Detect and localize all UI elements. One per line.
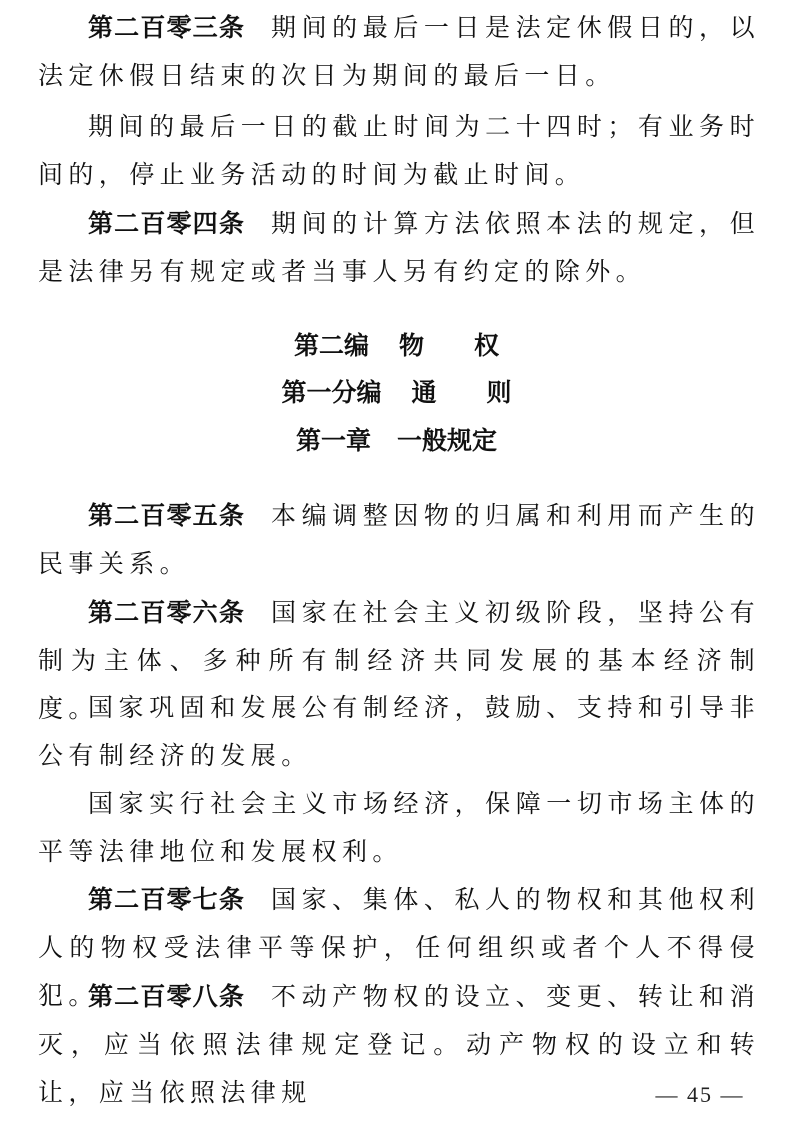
part-heading-number: 第二编 [293,331,369,360]
article-text: 国家巩固和发展公有制经济，鼓励、支持和引导非公有制经济的发展。 [38,693,760,770]
article-paragraph [38,780,760,876]
article-text: 国家、集体、私人的物权和其他权利人的物权受法律平等保护，任何组织或者个人不得侵犯。 [38,885,760,1010]
article-text: 本编调整因物的归属和利用而产生的民事关系。 [38,501,760,578]
article-label: 第二百零三条 [88,13,246,42]
article-label: 第二百零八条 [88,982,246,1011]
article-label: 第二百零六条 [88,598,246,627]
page-number: — 45 — [655,1082,745,1107]
subpart-heading-word-1: 通 [411,378,437,407]
chapter-heading-title: 一般规定 [397,426,498,455]
article-text: 期间的最后一日是法定休假日的，以法定休假日结束的次日为期间的最后一日。 [38,13,760,90]
article-label: 第二百零七条 [88,885,246,914]
chapter-heading [0,417,793,465]
part-heading [0,322,793,370]
part-heading-word-2: 权 [474,331,500,360]
part-heading-word-1: 物 [398,331,424,360]
chapter-heading-number: 第一章 [295,426,371,455]
article-text: 期间的计算方法依照本法的规定，但是法律另有规定或者当事人另有约定的除外。 [38,209,760,286]
article-text: 期间的最后一日的截止时间为二十四时；有业务时间的，停止业务活动的时间为截止时间。 [38,112,760,189]
article-text: 国家实行社会主义市场经济，保障一切市场主体的平等法律地位和发展权利。 [38,789,760,866]
subpart-heading [0,369,793,417]
article-label: 第二百零五条 [88,501,246,530]
article-paragraph [38,492,760,588]
article-paragraph [38,684,760,780]
subpart-heading-number: 第一分编 [281,378,382,407]
article-paragraph [38,200,760,296]
subpart-heading-word-2: 则 [486,378,512,407]
article-label: 第二百零四条 [88,209,246,238]
article-paragraph [38,103,760,199]
article-text: 国家在社会主义初级阶段，坚持公有制为主体、多种所有制经济共同发展的基本经济制度。 [38,598,760,723]
article-text: 不动产物权的设立、变更、转让和消灭，应当依照法律规定登记。动产物权的设立和转让，应当依照法律规 [38,982,760,1107]
article-paragraph [38,4,760,100]
